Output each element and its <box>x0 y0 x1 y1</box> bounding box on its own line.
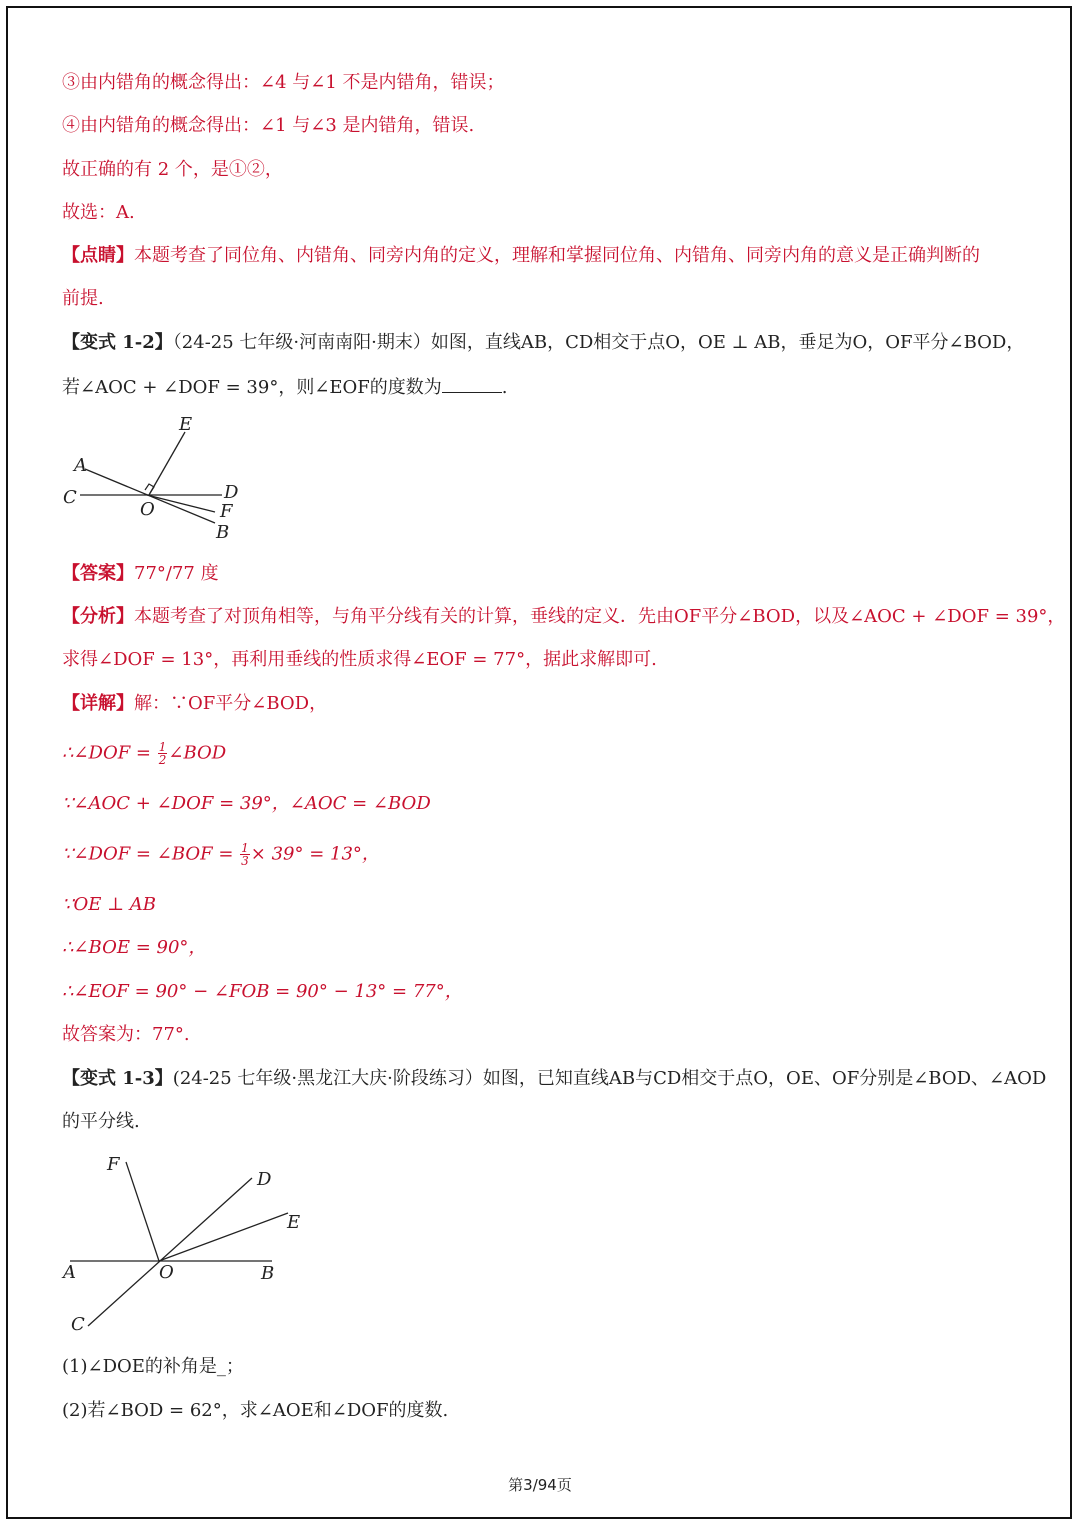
q12-question-line-1 <box>62 331 1024 355</box>
conclusion-line: 故正确的有 2 个，是①②， <box>62 159 283 180</box>
comment-line <box>62 244 980 268</box>
label-b: B <box>261 1263 275 1284</box>
q13-question-line-2: 的平分线. <box>62 1111 140 1132</box>
detail-line-1 <box>62 692 327 716</box>
q13-text-1: (24-25 七年级·黑龙江大庆·阶段练习）如图，已知直线AB与CD相交于点O，OE、OF分别是∠BOD、∠AOD <box>172 1068 1047 1089</box>
fraction-denominator: 3 <box>241 854 249 868</box>
q12-tag: 【变式 1-2】 <box>62 332 173 353</box>
detail-4-after: × 39° = 13°， <box>250 843 380 865</box>
q13-question-line-1 <box>62 1067 1046 1091</box>
fraction-half <box>158 741 168 766</box>
solution-line-4: ④由内错角的概念得出：∠1 与∠3 是内错角，错误. <box>62 115 475 136</box>
q12-text-2: 若∠AOC + ∠DOF = 39°，则∠EOF的度数为 <box>62 377 442 398</box>
analysis-tag: 【分析】 <box>62 606 134 627</box>
q13-tag: 【变式 1-3】 <box>62 1068 173 1089</box>
label-c: C <box>71 1314 85 1335</box>
comment-line-2: 前提. <box>62 288 104 309</box>
fraction-numerator: 1 <box>241 841 249 855</box>
ray-oe <box>159 1213 288 1261</box>
detail-4-before: ∵∠DOF = ∠BOF = <box>62 843 240 865</box>
detail-line-3: ∵∠AOC + ∠DOF = 39°，∠AOC = ∠BOD <box>62 793 431 814</box>
line-cd <box>88 1178 252 1326</box>
ray-oe <box>149 432 185 495</box>
label-e: E <box>179 414 193 435</box>
detail-line-6: ∴∠BOE = 90°， <box>62 937 207 958</box>
detail-line-7: ∴∠EOF = 90° − ∠FOB = 90° − 13° = 77°， <box>62 981 463 1002</box>
answer-blank <box>442 374 502 393</box>
label-e: E <box>287 1212 301 1233</box>
q13-part-2: (2)若∠BOD = 62°，求∠AOE和∠DOF的度数. <box>62 1400 449 1421</box>
q13-part-1: (1)∠DOE的补角是_； <box>62 1356 244 1377</box>
label-c: C <box>63 487 77 508</box>
q12-text-2-end: . <box>501 377 508 398</box>
detail-line-4 <box>62 842 380 867</box>
fraction-numerator: 1 <box>158 740 167 754</box>
analysis-text-1: 本题考查了对顶角相等，与角平分线有关的计算，垂线的定义．先由OF平分∠BOD，以及∠AOC + ∠DOF = 39°， <box>134 606 1066 627</box>
label-f: F <box>107 1154 120 1175</box>
label-o: O <box>140 499 155 520</box>
answer-line <box>62 562 219 586</box>
q12-question-line-2 <box>62 374 508 400</box>
detail-line-8: 故答案为：77°. <box>62 1024 190 1045</box>
label-o: O <box>159 1262 174 1283</box>
right-angle-mark <box>145 484 154 493</box>
detail-text-1: 解：∵OF平分∠BOD， <box>134 693 328 714</box>
analysis-line-1 <box>62 605 1065 629</box>
answer-value: 77°/77 度 <box>134 563 219 584</box>
fraction-third <box>240 842 250 867</box>
label-a: A <box>63 1262 76 1283</box>
comment-tag: 【点睛】 <box>62 245 134 266</box>
detail-line-5: ∵OE ⊥ AB <box>62 894 156 915</box>
label-b: B <box>216 522 230 543</box>
label-a: A <box>74 455 87 476</box>
page-number: 第3/94页 <box>508 1476 572 1494</box>
label-d: D <box>257 1169 272 1190</box>
analysis-line-2: 求得∠DOF = 13°，再利用垂线的性质求得∠EOF = 77°，据此求解即可. <box>62 649 657 670</box>
choice-line: 故选：A. <box>62 202 135 223</box>
comment-text: 本题考查了同位角、内错角、同旁内角的定义，理解和掌握同位角、内错角、同旁内角的意义是正确判断的 <box>134 245 980 266</box>
label-d: D <box>224 482 239 503</box>
q13-figure <box>55 1148 315 1338</box>
ray-of <box>126 1162 159 1261</box>
q12-text-1: （24-25 七年级·河南南阳·期末）如图，直线AB，CD相交于点O，OE ⊥ AB，垂足为O，OF平分∠BOD， <box>172 332 1025 353</box>
answer-tag: 【答案】 <box>62 563 134 584</box>
solution-line-3: ③由内错角的概念得出：∠4 与∠1 不是内错角，错误； <box>62 72 505 93</box>
detail-tag: 【详解】 <box>62 693 134 714</box>
detail-2-before: ∴∠DOF = <box>62 742 157 764</box>
label-f: F <box>220 501 233 522</box>
detail-line-2 <box>62 741 226 766</box>
fraction-denominator: 2 <box>158 753 167 767</box>
q12-figure <box>55 410 255 545</box>
detail-2-after: ∠BOD <box>168 742 227 764</box>
